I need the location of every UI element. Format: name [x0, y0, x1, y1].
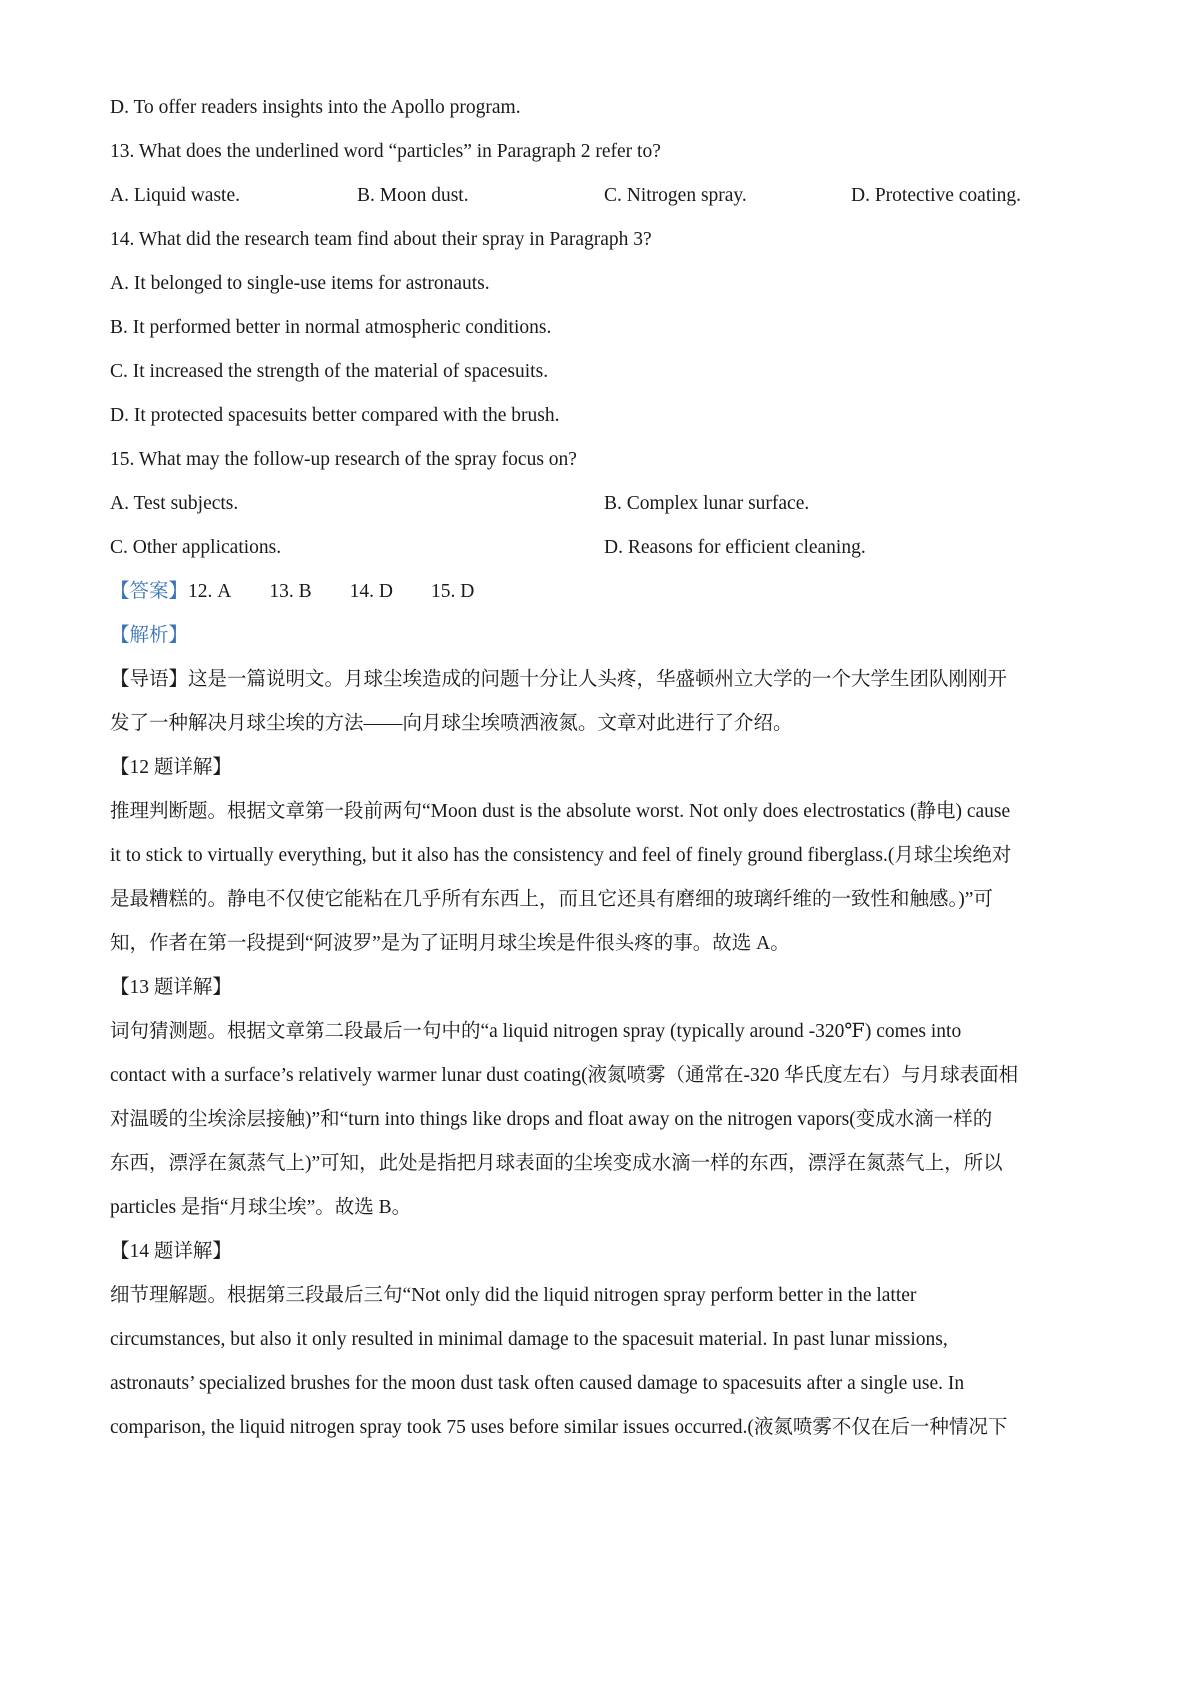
q13-detail-line: contact with a surface’s relatively warmer lunar dust coating(液氮喷雾（通常在-320 华氏度左右）与月球表面相: [110, 1065, 1019, 1086]
intro-line-1: 【导语】这是一篇说明文。月球尘埃造成的问题十分让人头疼，华盛顿州立大学的一个大学生团队刚刚开: [110, 669, 1008, 690]
q13-stem: 13. What does the underlined word “particles” in Paragraph 2 refer to?: [110, 141, 661, 162]
q14-option-c: C. It increased the strength of the material of spacesuits.: [110, 361, 549, 382]
q14-stem: 14. What did the research team find about their spray in Paragraph 3?: [110, 229, 652, 250]
q13-detail-line: 东西，漂浮在氮蒸气上)”可知，此处是指把月球表面的尘埃变成水滴一样的东西，漂浮在氮蒸气上，所以: [110, 1153, 1003, 1174]
q15-option-a: A. Test subjects.: [110, 493, 239, 514]
q15-option-b: B. Complex lunar surface.: [604, 493, 810, 514]
answer-line: [110, 578, 474, 606]
q13-detail-line: particles 是指“月球尘埃”。故选 B。: [110, 1197, 412, 1218]
q13-option-b: B. Moon dust.: [357, 185, 469, 206]
q12-detail-line: it to stick to virtually everything, but it also has the consistency and feel of finely ground fiberglass.(月球尘埃绝对: [110, 845, 1012, 866]
q15-option-d: D. Reasons for efficient cleaning.: [604, 537, 866, 558]
q13-detail-heading: 【13 题详解】: [110, 977, 232, 998]
answer-13: 13. B: [269, 581, 312, 602]
analysis-label: 【解析】: [110, 625, 189, 646]
q15-option-c: C. Other applications.: [110, 537, 282, 558]
q13-detail-line: 对温暖的尘埃涂层接触)”和“turn into things like drops and float away on the nitrogen vapors(变成水滴一样的: [110, 1109, 993, 1130]
q12-option-d: D. To offer readers insights into the Apollo program.: [110, 97, 521, 118]
answer-15: 15. D: [430, 581, 475, 602]
q13-option-d: D. Protective coating.: [851, 185, 1022, 206]
answer-label: 【答案】: [110, 581, 189, 602]
q14-detail-line: astronauts’ specialized brushes for the moon dust task often caused damage to spacesuits after a single use. In: [110, 1373, 965, 1394]
q13-detail-line: 词句猜测题。根据文章第二段最后一句中的“a liquid nitrogen spray (typically around -320℉) comes into: [110, 1021, 962, 1042]
q14-detail-line: 细节理解题。根据第三段最后三句“Not only did the liquid nitrogen spray perform better in the latter: [110, 1285, 917, 1306]
intro-line-2: 发了一种解决月球尘埃的方法——向月球尘埃喷洒液氮。文章对此进行了介绍。: [110, 713, 793, 734]
q14-option-d: D. It protected spacesuits better compared with the brush.: [110, 405, 560, 426]
q12-detail-line: 推理判断题。根据文章第一段前两句“Moon dust is the absolute worst. Not only does electrostatics (静电) cause: [110, 801, 1011, 822]
q14-detail-line: comparison, the liquid nitrogen spray took 75 uses before similar issues occurred.(液氮喷雾不仅在后一种情况下: [110, 1417, 1008, 1438]
q14-detail-heading: 【14 题详解】: [110, 1241, 232, 1262]
q12-detail-heading: 【12 题详解】: [110, 757, 232, 778]
q12-detail-line: 是最糟糕的。静电不仅使它能粘在几乎所有东西上，而且它还具有磨细的玻璃纤维的一致性和触感。)”可: [110, 889, 993, 910]
q14-option-a: A. It belonged to single-use items for astronauts.: [110, 273, 490, 294]
answer-14: 14. D: [349, 581, 393, 602]
answer-12: 12. A: [188, 581, 232, 602]
q15-stem: 15. What may the follow-up research of the spray focus on?: [110, 449, 577, 470]
q12-detail-line: 知，作者在第一段提到“阿波罗”是为了证明月球尘埃是件很头疼的事。故选 A。: [110, 933, 790, 954]
q14-option-b: B. It performed better in normal atmospheric conditions.: [110, 317, 552, 338]
q14-detail-line: circumstances, but also it only resulted in minimal damage to the spacesuit material. In past lunar missions,: [110, 1329, 948, 1350]
q13-option-a: A. Liquid waste.: [110, 185, 240, 206]
q13-option-c: C. Nitrogen spray.: [604, 185, 747, 206]
